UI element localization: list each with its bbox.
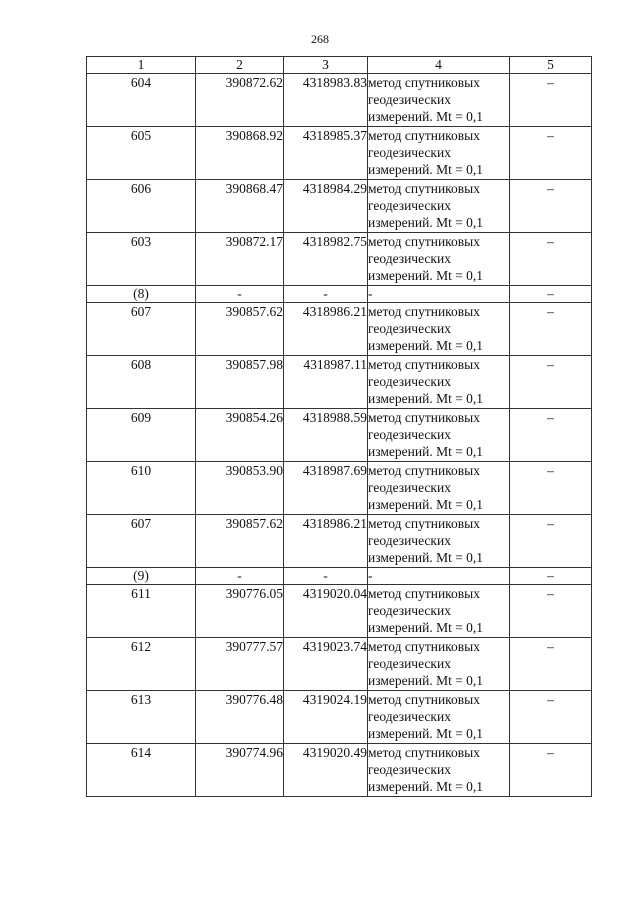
x-coordinate-cell: 390857.62 (196, 515, 284, 568)
column-5-cell: – (510, 744, 592, 797)
x-coordinate-cell: 390774.96 (196, 744, 284, 797)
method-text-line: геодезических (368, 251, 451, 266)
y-coordinate-cell: 4319023.74 (284, 638, 368, 691)
x-coordinate-cell: 390776.05 (196, 585, 284, 638)
point-number-cell: (9) (87, 568, 196, 585)
y-coordinate-cell: 4318988.59 (284, 409, 368, 462)
point-number-cell: 612 (87, 638, 196, 691)
method-text-line: метод спутниковых (368, 128, 480, 143)
method-cell (368, 180, 510, 233)
y-coordinate-cell: 4318987.11 (284, 356, 368, 409)
x-coordinate-cell: 390872.62 (196, 74, 284, 127)
column-header-2: 2 (196, 57, 284, 74)
method-text-line: измерений. Mt = 0,1 (368, 779, 484, 794)
table-row (87, 233, 592, 286)
table-row (87, 303, 592, 356)
table-row (87, 180, 592, 233)
x-coordinate-cell: - (196, 568, 284, 585)
method-text-line: метод спутниковых (368, 745, 480, 760)
point-number-cell: (8) (87, 286, 196, 303)
x-coordinate-cell: 390868.47 (196, 180, 284, 233)
point-number-cell: 614 (87, 744, 196, 797)
y-coordinate-cell: 4318987.69 (284, 462, 368, 515)
method-text-line: метод спутниковых (368, 463, 480, 478)
method-text-line: измерений. Mt = 0,1 (368, 268, 484, 283)
x-coordinate-cell: 390857.62 (196, 303, 284, 356)
method-text-line: метод спутниковых (368, 357, 480, 372)
section-separator-row (87, 286, 592, 303)
method-text-line: геодезических (368, 321, 451, 336)
method-text-line: геодезических (368, 533, 451, 548)
method-text-line: метод спутниковых (368, 692, 480, 707)
table-row (87, 356, 592, 409)
point-number-cell: 605 (87, 127, 196, 180)
method-text-line: - (368, 568, 373, 583)
table-row (87, 127, 592, 180)
method-text-line: геодезических (368, 480, 451, 495)
section-separator-row (87, 568, 592, 585)
table-row (87, 409, 592, 462)
point-number-cell: 611 (87, 585, 196, 638)
method-text-line: измерений. Mt = 0,1 (368, 109, 484, 124)
method-text-line: геодезических (368, 427, 451, 442)
column-5-cell: – (510, 233, 592, 286)
method-text-line: геодезических (368, 603, 451, 618)
column-5-cell: – (510, 286, 592, 303)
point-number-cell: 604 (87, 74, 196, 127)
column-5-cell: – (510, 356, 592, 409)
point-number-cell: 603 (87, 233, 196, 286)
table-row (87, 74, 592, 127)
page-number: 268 (311, 32, 329, 46)
method-cell (368, 356, 510, 409)
method-cell (368, 585, 510, 638)
y-coordinate-cell: 4318982.75 (284, 233, 368, 286)
method-cell (368, 286, 510, 303)
method-cell (368, 462, 510, 515)
method-text-line: измерений. Mt = 0,1 (368, 620, 484, 635)
x-coordinate-cell: - (196, 286, 284, 303)
column-5-cell: – (510, 303, 592, 356)
column-5-cell: – (510, 585, 592, 638)
method-text-line: измерений. Mt = 0,1 (368, 673, 484, 688)
point-number-cell: 607 (87, 515, 196, 568)
point-number-cell: 613 (87, 691, 196, 744)
table-row (87, 691, 592, 744)
x-coordinate-cell: 390872.17 (196, 233, 284, 286)
y-coordinate-cell: 4319020.49 (284, 744, 368, 797)
method-text-line: измерений. Mt = 0,1 (368, 215, 484, 230)
x-coordinate-cell: 390854.26 (196, 409, 284, 462)
column-5-cell: – (510, 515, 592, 568)
method-text-line: - (368, 286, 373, 301)
method-text-line: измерений. Mt = 0,1 (368, 391, 484, 406)
method-cell (368, 303, 510, 356)
point-number-cell: 608 (87, 356, 196, 409)
method-cell (368, 691, 510, 744)
y-coordinate-cell: 4318986.21 (284, 515, 368, 568)
method-cell (368, 568, 510, 585)
method-text-line: метод спутниковых (368, 639, 480, 654)
method-text-line: метод спутниковых (368, 181, 480, 196)
point-number-cell: 610 (87, 462, 196, 515)
y-coordinate-cell: 4318985.37 (284, 127, 368, 180)
method-text-line: измерений. Mt = 0,1 (368, 162, 484, 177)
method-text-line: геодезических (368, 374, 451, 389)
method-text-line: метод спутниковых (368, 410, 480, 425)
table-row (87, 638, 592, 691)
method-cell (368, 74, 510, 127)
x-coordinate-cell: 390868.92 (196, 127, 284, 180)
point-number-cell: 609 (87, 409, 196, 462)
method-text-line: метод спутниковых (368, 234, 480, 249)
method-text-line: измерений. Mt = 0,1 (368, 550, 484, 565)
y-coordinate-cell: 4318983.83 (284, 74, 368, 127)
y-coordinate-cell: 4319020.04 (284, 585, 368, 638)
column-header-4: 4 (368, 57, 510, 74)
method-cell (368, 638, 510, 691)
method-text-line: геодезических (368, 145, 451, 160)
method-text-line: измерений. Mt = 0,1 (368, 338, 484, 353)
point-number-cell: 606 (87, 180, 196, 233)
table-row (87, 585, 592, 638)
method-text-line: метод спутниковых (368, 304, 480, 319)
column-header-3: 3 (284, 57, 368, 74)
method-cell (368, 233, 510, 286)
y-coordinate-cell: 4319024.19 (284, 691, 368, 744)
method-text-line: геодезических (368, 762, 451, 777)
method-text-line: геодезических (368, 709, 451, 724)
table-row (87, 462, 592, 515)
method-cell (368, 127, 510, 180)
column-5-cell: – (510, 462, 592, 515)
method-text-line: геодезических (368, 198, 451, 213)
method-text-line: метод спутниковых (368, 75, 480, 90)
column-header-1: 1 (87, 57, 196, 74)
coordinates-table (86, 56, 592, 797)
column-5-cell: – (510, 127, 592, 180)
x-coordinate-cell: 390776.48 (196, 691, 284, 744)
method-cell (368, 409, 510, 462)
column-5-cell: – (510, 409, 592, 462)
point-number-cell: 607 (87, 303, 196, 356)
column-5-cell: – (510, 638, 592, 691)
column-5-cell: – (510, 180, 592, 233)
method-text-line: геодезических (368, 92, 451, 107)
y-coordinate-cell: 4318986.21 (284, 303, 368, 356)
x-coordinate-cell: 390857.98 (196, 356, 284, 409)
column-header-5: 5 (510, 57, 592, 74)
table-body (87, 74, 592, 797)
y-coordinate-cell: 4318984.29 (284, 180, 368, 233)
method-text-line: измерений. Mt = 0,1 (368, 497, 484, 512)
x-coordinate-cell: 390853.90 (196, 462, 284, 515)
table-row (87, 515, 592, 568)
method-text-line: измерений. Mt = 0,1 (368, 444, 484, 459)
method-text-line: геодезических (368, 656, 451, 671)
method-text-line: измерений. Mt = 0,1 (368, 726, 484, 741)
header-row (87, 57, 592, 74)
column-5-cell: – (510, 568, 592, 585)
method-text-line: метод спутниковых (368, 516, 480, 531)
table-row (87, 744, 592, 797)
y-coordinate-cell: - (284, 286, 368, 303)
y-coordinate-cell: - (284, 568, 368, 585)
method-text-line: метод спутниковых (368, 586, 480, 601)
x-coordinate-cell: 390777.57 (196, 638, 284, 691)
method-cell (368, 515, 510, 568)
column-5-cell: – (510, 74, 592, 127)
method-cell (368, 744, 510, 797)
column-5-cell: – (510, 691, 592, 744)
